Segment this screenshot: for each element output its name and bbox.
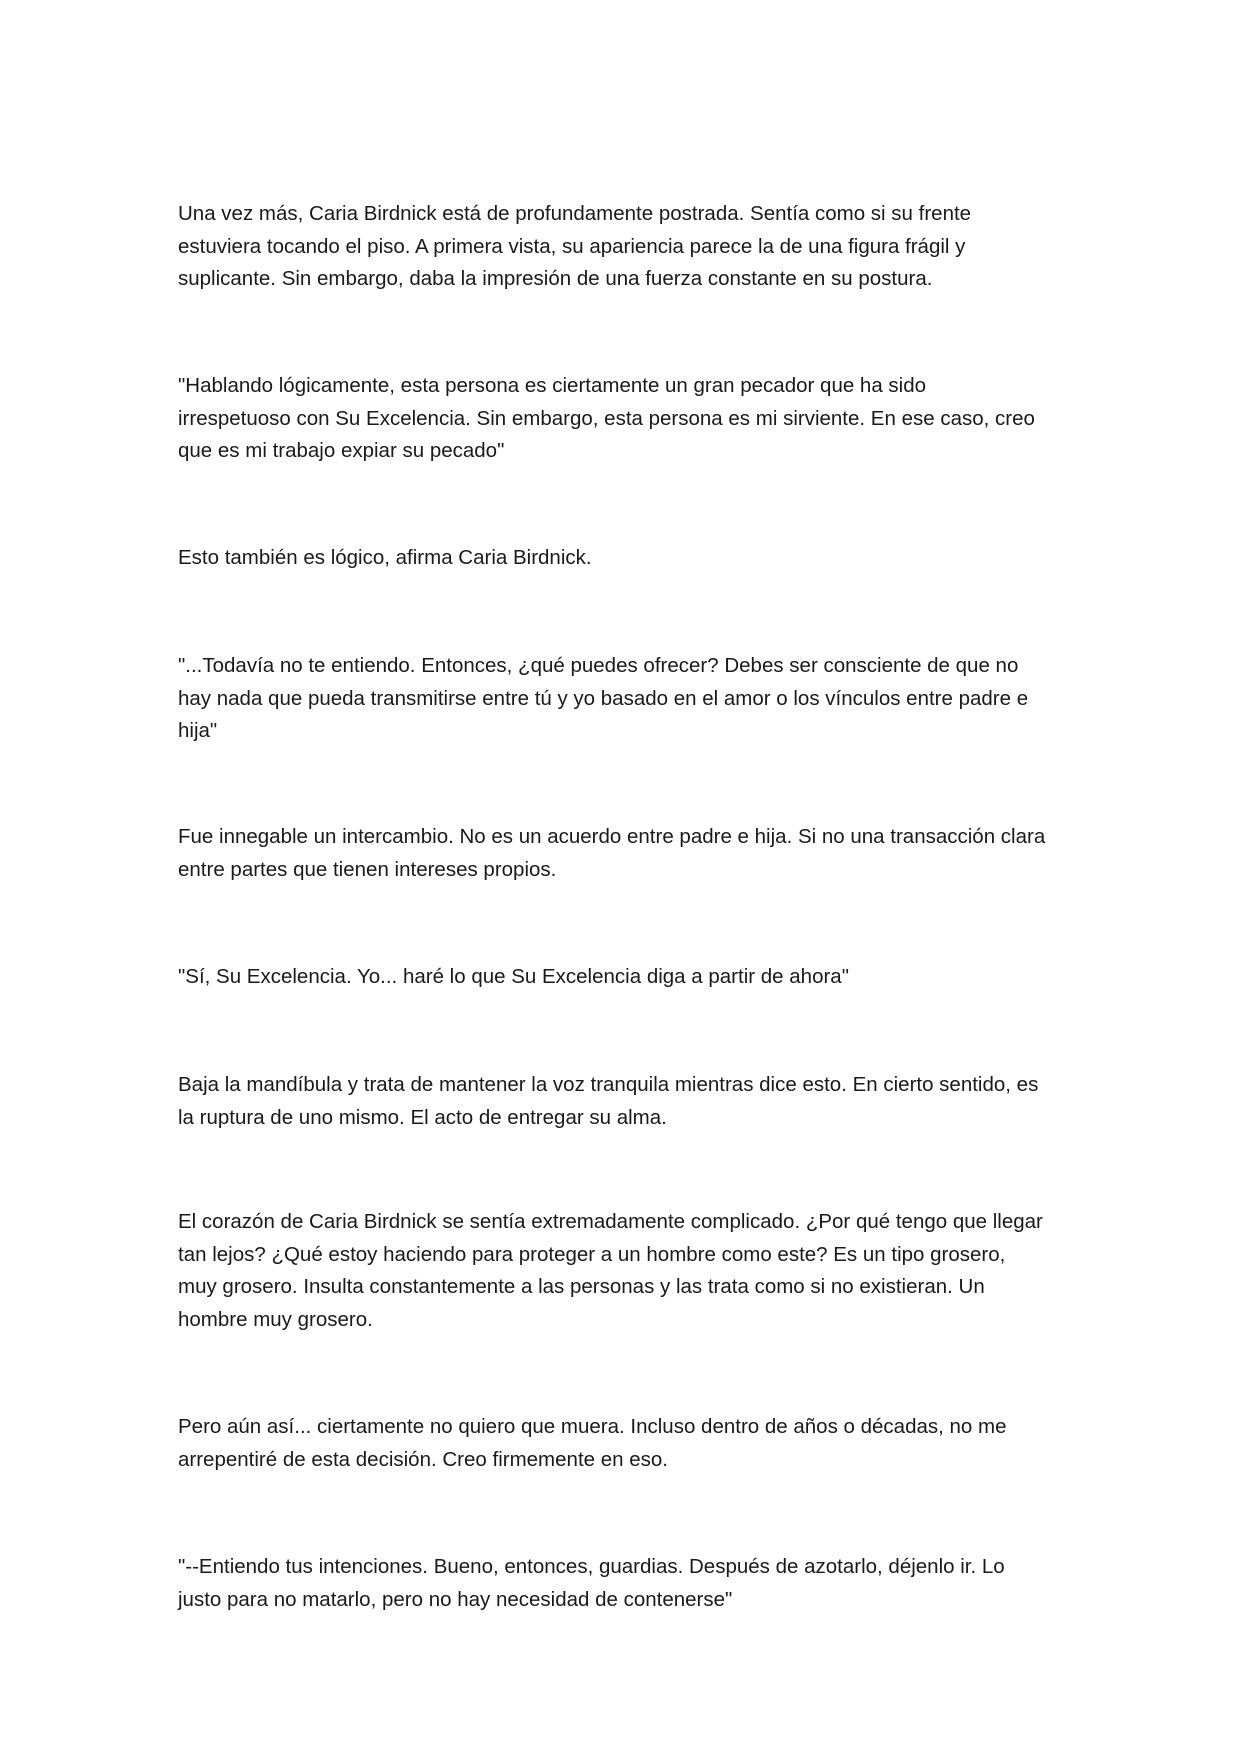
- paragraph-3: Esto también es lógico, afirma Caria Birdnick.: [178, 546, 592, 569]
- paragraph-7: Baja la mandíbula y trata de mantener la voz tranquila mientras dice esto. En cierto sentido, es la ruptura de uno mismo. El acto de entregar su alma.: [178, 1073, 1039, 1129]
- paragraph-8: El corazón de Caria Birdnick se sentía extremadamente complicado. ¿Por qué tengo que llegar tan lejos? ¿Qué estoy haciendo para proteger a un hombre como este? Es un tipo grosero, muy grosero. Insulta constantemente a las personas y las trata como si no existieran. Un hombre muy grosero.: [178, 1210, 1043, 1331]
- paragraph-4: "...Todavía no te entiendo. Entonces, ¿qué puedes ofrecer? Debes ser consciente de que no hay nada que pueda transmitirse entre tú y yo basado en el amor o los vínculos entre padre e hija": [178, 654, 1029, 742]
- paragraph-2: "Hablando lógicamente, esta persona es ciertamente un gran pecador que ha sido irrespetuoso con Su Excelencia. Sin embargo, esta persona es mi sirviente. En ese caso, creo que es mi trabajo expiar su pecado": [178, 374, 1035, 462]
- paragraph-1: Una vez más, Caria Birdnick está de profundamente postrada. Sentía como si su frente estuviera tocando el piso. A primera vista, su apariencia parece la de una figura frágil y suplicante. Sin embargo, daba la impresión de una fuerza constante en su postura.: [178, 202, 972, 290]
- paragraph-9: Pero aún así... ciertamente no quiero que muera. Incluso dentro de años o décadas, no me arrepentiré de esta decisión. Creo firmemente en eso.: [178, 1415, 1007, 1471]
- paragraph-6: "Sí, Su Excelencia. Yo... haré lo que Su Excelencia diga a partir de ahora": [178, 965, 849, 988]
- paragraph-10: "--Entiendo tus intenciones. Bueno, entonces, guardias. Después de azotarlo, déjenlo ir. Lo justo para no matarlo, pero no hay necesidad de contenerse": [178, 1555, 1005, 1611]
- paragraph-5: Fue innegable un intercambio. No es un acuerdo entre padre e hija. Si no una transacción clara entre partes que tienen intereses propios.: [178, 825, 1046, 881]
